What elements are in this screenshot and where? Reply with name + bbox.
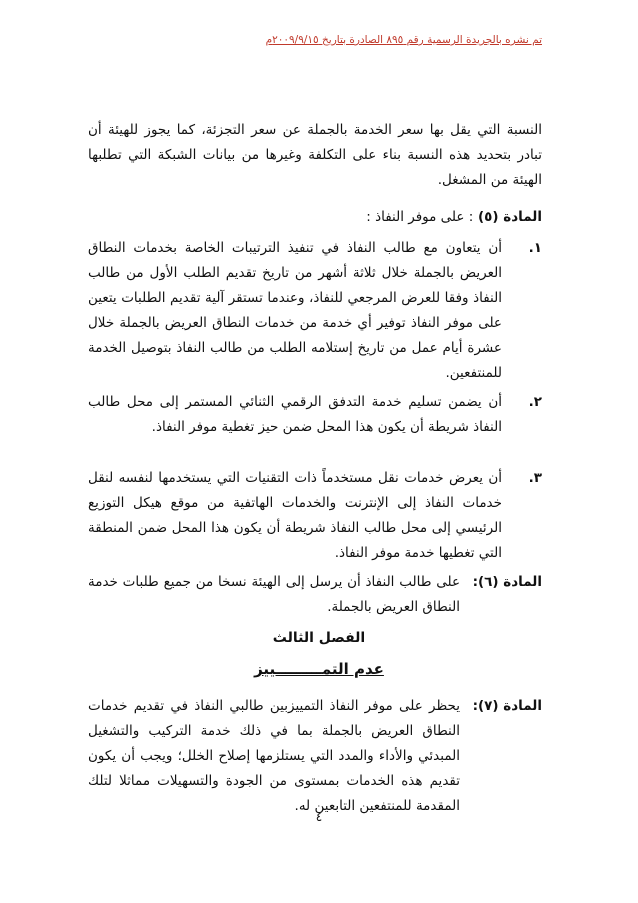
item-number: ٢. [528, 394, 542, 410]
article-5-title: : على موفر النفاذ : [366, 209, 474, 225]
article-5-item-3 [88, 466, 542, 566]
intro-paragraph: النسبة التي يقل بها سعر الخدمة بالجملة عن سعر التجزئة، كما يجوز للهيئة أن تبادر بتحديد هذه النسبة بناء على التكلفة وغيرها من بيانات الشبكة التي تطلبها الهيئة من المشغل. [88, 122, 542, 188]
item-text: أن يضمن تسليم خدمة التدفق الرقمي الثنائي المستمر إلى محل طالب النفاذ شريطة أن يكون هذا المحل ضمن حيز تغطية موفر النفاذ. [88, 394, 502, 435]
item-text: أن يعرض خدمات نقل مستخدماً ذات التقنيات التي يستخدمها لنفسه لنقل خدمات النفاذ إلى الإنترنت والخدمات الهاتفية من موقع هيكل التوزيع الرئيسي إلى محل طالب النفاذ شريطة أن يكون هذا المحل ضمن المنطقة التي تغطيها خدمة موفر النفاذ. [88, 470, 502, 561]
item-text: أن يتعاون مع طالب النفاذ في تنفيذ الترتيبات الخاصة بخدمات النطاق العريض بالجملة خلال ثلاثة أشهر من تاريخ تقديم الطلب الأول من طالب النفاذ وفقا للعرض المرجعي للنفاذ، وعندما تستقر آلية تقديم الطلبات يتعين على موفر النفاذ توفير أي خدمة من خدمات النطاق العريض بالجملة خلال عشرة أيام عمل من تاريخ إستلامه الطلب من طالب النفاذ بتوصيل الخدمة للمنتفعين. [88, 240, 502, 381]
publication-note: تم نشره بالجريدة الرسمية رقم ٨٩٥ الصادرة بتاريخ ٢٠٠٩/٩/١٥م [265, 34, 542, 46]
article-6 [88, 570, 542, 620]
article-5-label: المادة (٥) [477, 209, 542, 225]
article-5-heading [88, 205, 542, 230]
item-number: ٣. [528, 470, 542, 486]
article-7 [88, 694, 542, 819]
article-5-item-2 [88, 390, 542, 440]
article-5-item-1 [88, 236, 542, 386]
section-title: عدم التمـــــــــييز [254, 660, 384, 678]
page-number: ٤ [315, 810, 323, 824]
chapter-title: الفصل الثالث [272, 630, 366, 646]
article-7-label: المادة (٧): [472, 698, 542, 714]
article-6-text: على طالب النفاذ أن يرسل إلى الهيئة نسخا من جميع طلبات خدمة النطاق العريض بالجملة. [88, 574, 460, 615]
article-6-label: المادة (٦): [472, 574, 542, 590]
item-number: ١. [528, 240, 542, 256]
article-7-text: يحظر على موفر النفاذ التمييزبين طالبي النفاذ في تقديم خدمات النطاق العريض بالجملة بما في ذلك خدمة التركيب والتشغيل المبدئي والأداء والمدد التي يستلزمها إصلاح الخلل؛ ويجب أن يكون تقديم هذه الخدمات بمستوى من الجودة والتسهيلات مماثلا لتلك المقدمة للمنتفعين التابعين له. [88, 698, 460, 814]
